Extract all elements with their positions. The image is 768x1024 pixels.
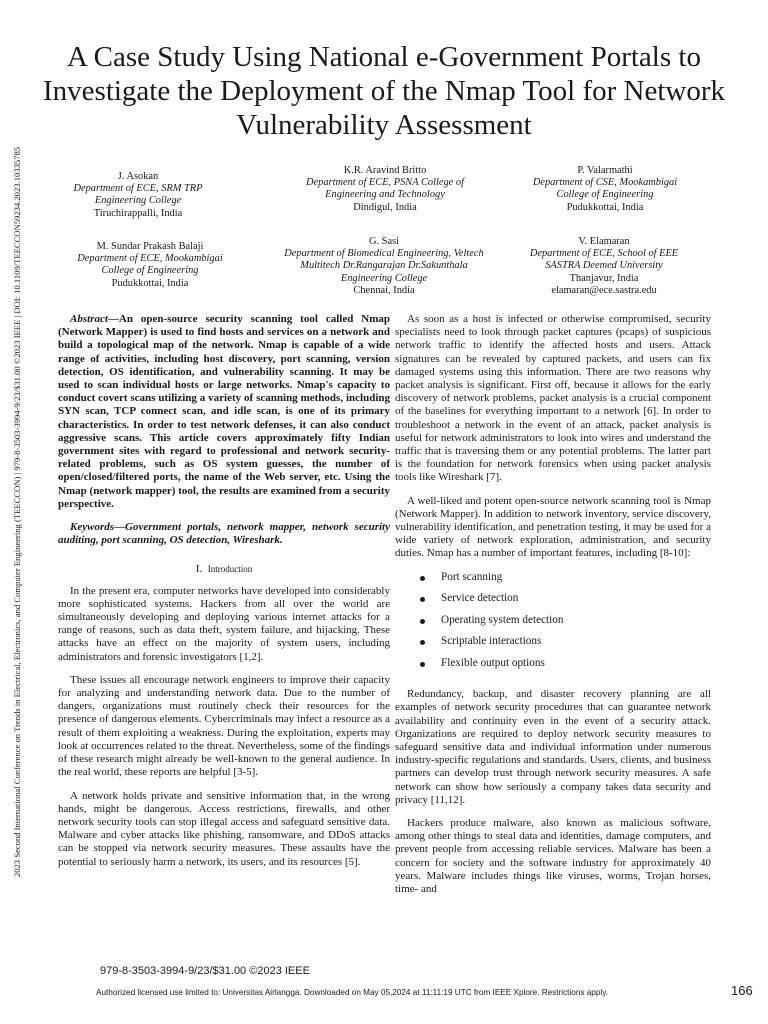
list-item <box>395 592 711 614</box>
author-name: P. Valarmathi <box>577 165 633 176</box>
author-dept: Department of ECE, School of EEE SASTRA Deemed University <box>529 248 679 272</box>
list-item-text: Scriptable interactions <box>441 635 542 648</box>
section-heading <box>58 563 390 576</box>
author-name: M. Sundar Prakash Balaji <box>96 241 204 252</box>
author-city: Pudukkottai, India <box>111 277 189 289</box>
author-dept: Department of Biomedical Engineering, Veltech Multitech Dr.Rangarajan Dr.Sakunthala Engineering College <box>284 248 484 284</box>
list-item <box>395 635 711 657</box>
paragraph: In the present era, computer networks have developed into considerably more sophisticated systems. Hackers from all over the world are simultaneously developing and deploying various internet attacks for a range of reasons, such as data theft, system failure, and hijacking. These attacks have an effect on the majority of system users, including administrators and forensic investigators [1,2]. <box>58 584 390 663</box>
author-city: Dindigul, India <box>353 201 417 213</box>
bullet-icon <box>420 662 425 667</box>
list-item <box>395 657 711 679</box>
author-dept: Department of ECE, Mookambigai College of Engineering <box>77 253 223 277</box>
author-block <box>64 241 236 290</box>
list-item-text: Service detection <box>441 592 519 605</box>
bullet-icon <box>420 619 425 624</box>
author-name: G. Sasi <box>368 236 400 247</box>
author-dept: Department of ECE, SRM TRP Engineering College <box>73 183 203 207</box>
author-block <box>284 236 484 297</box>
author-block <box>290 165 480 214</box>
paragraph: As soon as a host is infected or otherwise compromised, security specialists need to look through packet captures (pcaps) of suspicious network traffic to identify the affected hosts and users. Attack signatures can be revealed by captured packets, and users can fix damaged systems using this information. There are two reasons why packet analysis is significant. First off, because it allows for the early discovery of network problems, packet analysis is a crucial component of the baselines for everything important to a network [6]. In order to troubleshoot a network in the event of an attack, packet analysis is useful for network administrators to look into wires and understand the traffic that is traversing them or any potential problems. The latter part is the foundation for network forensics when using packet analysis tools like Wireshark [7]. <box>395 313 711 484</box>
author-block <box>528 236 680 297</box>
keywords-text: —Government portals, network mapper, network security auditing, port scanning, OS detection, Wireshark. <box>58 521 390 547</box>
author-name: K.R. Aravind Britto <box>343 165 427 176</box>
section-number: I. <box>195 563 203 576</box>
sidebar-citation <box>10 97 24 927</box>
feature-list <box>395 571 711 679</box>
author-block <box>530 165 680 214</box>
author-name: V. Elamaran <box>578 236 630 247</box>
paragraph: Redundancy, backup, and disaster recovery planning are all examples of network security procedures that can guarantee network availability and continuity even in the event of a security attack. Organizations are required to deploy network security measures to safeguard sensitive data and individual information under numerous industry-specific regulations and standards. Users, clients, and business partners can develop trust through network security measures. A safe network can show how seriously a company takes data security and privacy [11,12]. <box>395 688 711 806</box>
author-city: Chennai, India <box>353 284 415 296</box>
author-city: Tiruchirappalli, India <box>93 207 183 219</box>
bullet-icon <box>420 597 425 602</box>
list-item <box>395 571 711 593</box>
right-column <box>395 313 711 906</box>
author-name: J. Asokan <box>117 171 159 182</box>
author-city: Thanjavur, India <box>569 272 639 284</box>
list-item-text: Flexible output options <box>441 656 545 669</box>
footer-isbn: 979-8-3503-3994-9/23/$31.00 ©2023 IEEE <box>100 965 310 977</box>
paragraph: These issues all encourage network engineers to improve their capacity for analyzing and understanding network data. Due to the number of dangers, organizations must routinely check their resources for the presence of dangerous elements. Cybercriminals may infect a resource as a result of them exploiting a weakness. During the exploitation, experts may look at occurrences related to the threat. Nevertheless, some of the findings of these research might already be well-known to the general audience. In the real world, these reports are helpful [3-5]. <box>58 673 390 779</box>
abstract <box>58 313 390 511</box>
section-title: Introduction <box>207 564 253 575</box>
keywords <box>58 521 390 547</box>
author-city: Pudukkottai, India <box>566 201 644 213</box>
paper-title: A Case Study Using National e-Government Portals to Investigate the Deployment of the Nmap Tool for Network Vulnerability Assessment <box>43 41 725 141</box>
left-column <box>58 313 390 879</box>
sidebar-citation-text: 2023 Second International Conference on Trends in Electrical, Electronics, and Computer Engineering (TEECCON) | 979-8-3503-3994-9/23/$31.00 ©2023 IEEE | DOI: 10.1109/TEECCON59234.2023.10335785 <box>12 146 22 878</box>
author-dept: Department of CSE, Mookambigai College of Engineering <box>532 177 678 201</box>
keywords-label: Keywords <box>70 521 114 534</box>
page-number: 166 <box>731 983 753 998</box>
bullet-icon <box>420 640 425 645</box>
author-dept: Department of ECE, PSNA College of Engineering and Technology <box>306 177 464 201</box>
author-email: elamaran@ece.sastra.edu <box>551 284 657 296</box>
abstract-label: Abstract <box>70 313 108 325</box>
paragraph: Hackers produce malware, also known as malicious software, among other things to steal data and identities, damage computers, and prevent people from accessing reliable services. Malware has been a concern for society and the software industry for approximately 40 years. Malware includes things like viruses, worms, Trojan horses, time- and <box>395 816 711 895</box>
author-block <box>68 171 208 220</box>
bullet-icon <box>420 576 425 581</box>
abstract-text: —An open-source security scanning tool called Nmap (Network Mapper) is used to find hosts and services on a network and build a topological map of the network. Nmap is capable of a wide range of activities, including host discovery, port scanning, version detection, OS identification, and vulnerability scanning. It may be used to scan individual hosts or large networks. Nmap's capacity to conduct covert scans utilizing a variety of scanning methods, including SYN scan, TCP connect scan, and idle scan, is one of its primary characteristics. In order to test network defenses, it can also conduct aggressive scans. This article covers approximately fifty Indian government sites with regard to professional and network security-related problems, such as OS system guesses, the number of open/closed/filtered ports, the name of the Web server, etc. Using the Nmap (network mapper) tool, the results are examined from a security perspective. <box>58 313 390 510</box>
list-item-text: Operating system detection <box>441 613 564 626</box>
paragraph: A well-liked and potent open-source network scanning tool is Nmap (Network Mapper). In addition to network inventory, service discovery, vulnerability identification, and penetration testing, it may be used for a wide variety of network exploration, administration, and security duties. Nmap has a number of important features, including [8-10]: <box>395 494 711 560</box>
footer-license: Authorized licensed use limited to: Universitas Airlangga. Downloaded on May 05,2024 at 11:11:19 UTC from IEEE Xplore. Restrictions apply. <box>96 988 608 997</box>
paragraph: A network holds private and sensitive information that, in the wrong hands, might be dangerous. Access restrictions, firewalls, and other network security tools can stop illegal access and safeguard sensitive data. Malware and cyber attacks like phishing, ransomware, and DDoS attacks can be stopped via network security measures. These assaults have the potential to seriously harm a network, its users, and its resources [5]. <box>58 789 390 868</box>
list-item-text: Port scanning <box>441 570 503 583</box>
list-item <box>395 614 711 636</box>
